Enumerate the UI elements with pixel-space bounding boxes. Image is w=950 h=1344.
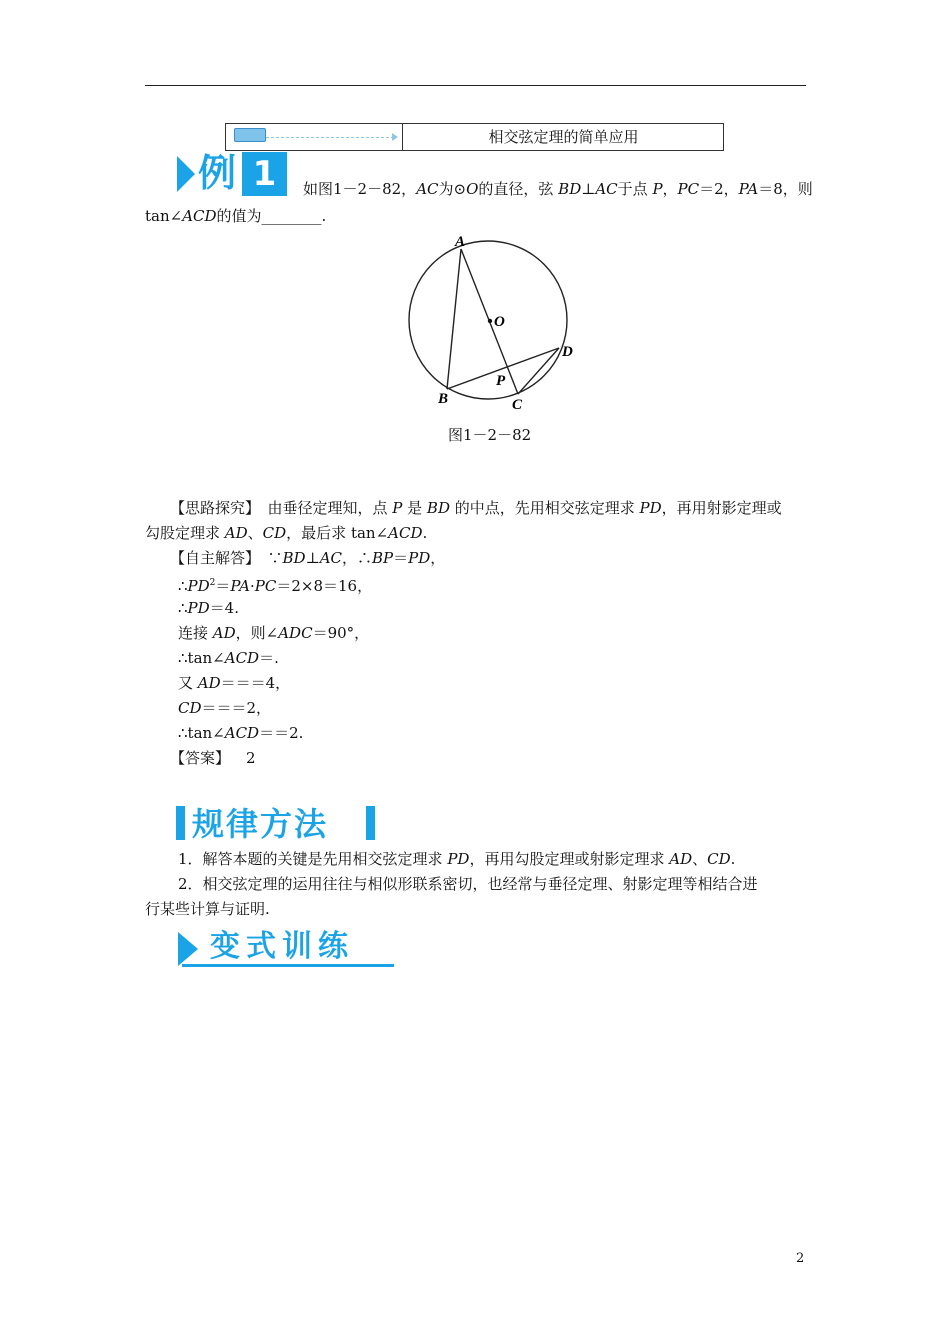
heading-bar-left bbox=[176, 806, 185, 840]
method-title: 规律方法 bbox=[192, 805, 329, 843]
heading-bar-right bbox=[366, 806, 375, 840]
topic-header bbox=[225, 123, 724, 151]
play-triangle-icon bbox=[178, 932, 198, 966]
problem-line-2: tan∠ACD的值为________. bbox=[145, 207, 327, 225]
analysis-line-2: 勾股定理求 AD、CD，最后求 tan∠ACD. bbox=[145, 524, 428, 542]
example-number: 1 bbox=[252, 154, 277, 194]
method-point-2-line-2: 行某些计算与证明. bbox=[145, 900, 270, 918]
topic-tag-area bbox=[226, 124, 403, 150]
solution-line-4: 连接 AD，则∠ADC＝90°， bbox=[178, 624, 370, 642]
answer-value: 2 bbox=[246, 749, 256, 767]
label-a: A bbox=[455, 234, 466, 250]
label-d: D bbox=[562, 344, 573, 360]
example-badge bbox=[177, 152, 287, 196]
circle-o bbox=[409, 241, 567, 399]
triangle-icon bbox=[177, 156, 195, 192]
solution-line-2: $\therefore PD^2=PA\cdot PC=2\times 8=16$， bbox=[178, 577, 373, 595]
label-p: P bbox=[496, 373, 506, 389]
solution-line-8: ∴tan∠ACD＝＝2. bbox=[178, 724, 304, 742]
solution-line-5: ∴tan∠ACD＝. bbox=[178, 649, 279, 667]
heading-underline bbox=[182, 964, 394, 967]
solution-line-3: ∴PD＝4. bbox=[178, 599, 239, 617]
solution-line-7: CD＝＝＝2， bbox=[178, 699, 272, 717]
dashed-arrow-icon bbox=[266, 137, 394, 138]
circle-figure bbox=[400, 232, 600, 417]
label-c: C bbox=[512, 397, 523, 413]
topic-tag-icon bbox=[234, 128, 266, 142]
example-char: 例 bbox=[198, 151, 237, 195]
example-number-box bbox=[242, 152, 287, 196]
answer-label: 【答案】 bbox=[170, 749, 231, 767]
problem-line-1: 如图1－2－82，AC为⊙O的直径，弦 BD⊥AC于点 P，PC＝2，PA＝8，则 bbox=[303, 180, 813, 198]
variant-title: 变式训练 bbox=[210, 929, 354, 964]
figure-caption: 图1－2－82 bbox=[448, 426, 532, 444]
label-o: O bbox=[494, 314, 505, 330]
method-point-2-line-1: 2．相交弦定理的运用往往与相似形联系密切，也经常与垂径定理、射影定理等相结合进 bbox=[178, 875, 758, 893]
answer-line bbox=[170, 747, 256, 769]
variant-heading bbox=[178, 928, 394, 970]
analysis-line-1: 【思路探究】 由垂径定理知，点 P 是 BD 的中点，先用相交弦定理求 PD，再用射影定理或 bbox=[170, 499, 782, 517]
chord-ab bbox=[447, 249, 461, 389]
label-b: B bbox=[438, 391, 449, 407]
topic-title: 相交弦定理的简单应用 bbox=[488, 128, 639, 146]
center-point bbox=[488, 319, 492, 323]
solution-line-6: 又 AD＝＝＝4， bbox=[178, 674, 291, 692]
arrow-head-icon bbox=[392, 133, 398, 141]
header-rule bbox=[145, 85, 806, 86]
method-point-1: 1．解答本题的关键是先用相交弦定理求 PD，再用勾股定理或射影定理求 AD、CD. bbox=[178, 850, 736, 868]
method-heading bbox=[176, 804, 376, 844]
solution-line-1: 【自主解答】 ∵BD⊥AC，∴BP＝PD， bbox=[170, 549, 446, 567]
page-number: 2 bbox=[796, 1251, 805, 1266]
